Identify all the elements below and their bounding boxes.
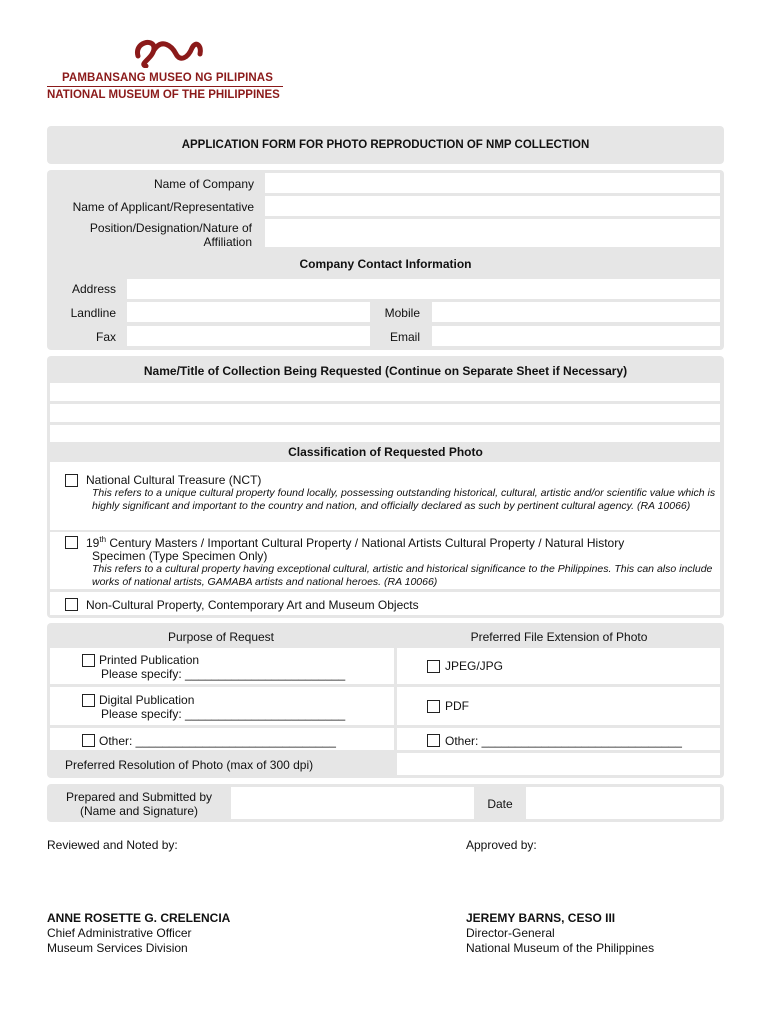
- nct-checkbox[interactable]: [65, 474, 78, 487]
- reviewed-label: Reviewed and Noted by:: [47, 838, 178, 852]
- jpeg-label: JPEG/JPG: [445, 659, 504, 673]
- digital-specify[interactable]: Please specify: ________________________: [101, 707, 346, 721]
- icp-title-text: Century Masters / Important Cultural Property / National Artists Cultural Property / Natural History: [106, 536, 625, 550]
- mobile-label: Mobile: [384, 306, 420, 320]
- purpose-other-checkbox[interactable]: [82, 734, 95, 747]
- contact-heading: Company Contact Information: [299, 257, 472, 271]
- right-signatory-title: Director-General: [466, 926, 555, 940]
- collection-line-2[interactable]: [50, 404, 720, 422]
- collection-heading: Name/Title of Collection Being Requested (Continue on Separate Sheet if Necessary): [143, 364, 628, 378]
- address-label: Address: [71, 282, 116, 296]
- landline-field[interactable]: [127, 302, 370, 322]
- icp-description: This refers to a cultural property having exceptional cultural, artistic and historical significance to the Philippines. This can also include works of national artists, GAMABA artists and national heroes. (RA 10066): [92, 563, 713, 588]
- prepared-label-line2: (Name and Signature): [79, 804, 199, 818]
- purpose-heading: Purpose of Request: [167, 630, 275, 644]
- left-signatory-office: Museum Services Division: [47, 941, 188, 955]
- digital-checkbox[interactable]: [82, 694, 95, 707]
- fax-label: Fax: [95, 330, 116, 344]
- date-label: Date: [487, 797, 513, 811]
- collection-line-1[interactable]: [50, 383, 720, 401]
- printed-checkbox[interactable]: [82, 654, 95, 667]
- noncultural-label: Non-Cultural Property, Contemporary Art and Museum Objects: [86, 598, 419, 612]
- pdf-label: PDF: [445, 699, 469, 713]
- extension-heading: Preferred File Extension of Photo: [470, 630, 648, 644]
- resolution-label: Preferred Resolution of Photo (max of 300 dpi): [65, 758, 314, 772]
- fax-field[interactable]: [127, 326, 370, 346]
- icp-checkbox[interactable]: [65, 536, 78, 549]
- mobile-field[interactable]: [432, 302, 720, 322]
- jpeg-checkbox[interactable]: [427, 660, 440, 673]
- right-signatory-name: JEREMY BARNS, CESO III: [466, 911, 616, 925]
- icp-title-line1: [86, 535, 624, 550]
- extension-other-checkbox[interactable]: [427, 734, 440, 747]
- nct-description: This refers to a unique cultural property found locally, possessing outstanding historical, cultural, artistic and/or scientific value which is highly significant and important to the country and nation, and officially declared as such by pertinent cultural agency. (RA 10066): [92, 487, 716, 512]
- icp-number: 19: [86, 536, 100, 550]
- prepared-signature-field[interactable]: [231, 787, 474, 819]
- prepared-label-line1: Prepared and Submitted by: [65, 790, 213, 804]
- left-signatory-title: Chief Administrative Officer: [47, 926, 192, 940]
- collection-line-3[interactable]: [50, 425, 720, 442]
- approved-label: Approved by:: [466, 838, 537, 852]
- resolution-field[interactable]: [397, 753, 720, 775]
- museum-name-filipino: PAMBANSANG MUSEO NG PILIPINAS: [62, 72, 273, 84]
- pdf-checkbox[interactable]: [427, 700, 440, 713]
- museum-name-english: NATIONAL MUSEUM OF THE PHILIPPINES: [47, 89, 280, 101]
- position-label-line1: Position/Designation/Nature of: [89, 221, 252, 235]
- extension-other-label[interactable]: Other: ______________________________: [445, 734, 682, 748]
- classification-heading: Classification of Requested Photo: [288, 445, 483, 459]
- position-field[interactable]: [265, 219, 720, 247]
- noncultural-checkbox[interactable]: [65, 598, 78, 611]
- header-divider: [47, 86, 283, 87]
- company-name-label: Name of Company: [153, 177, 254, 191]
- purpose-other-label[interactable]: Other: ______________________________: [99, 734, 336, 748]
- right-signatory-office: National Museum of the Philippines: [466, 941, 655, 955]
- company-name-field[interactable]: [265, 173, 720, 193]
- date-field[interactable]: [526, 787, 720, 819]
- email-field[interactable]: [432, 326, 720, 346]
- printed-specify[interactable]: Please specify: ________________________: [101, 667, 346, 681]
- address-field[interactable]: [127, 279, 720, 299]
- applicant-field[interactable]: [265, 196, 720, 216]
- left-signatory-name: ANNE ROSETTE G. CRELENCIA: [47, 911, 231, 925]
- form-title: APPLICATION FORM FOR PHOTO REPRODUCTION OF NMP COLLECTION: [181, 139, 590, 151]
- applicant-label: Name of Applicant/Representative: [72, 200, 254, 214]
- email-label: Email: [389, 330, 420, 344]
- position-label-line2: Affiliation: [203, 235, 252, 249]
- icp-superscript: th: [99, 535, 107, 544]
- digital-label: Digital Publication: [99, 693, 195, 707]
- icp-title-line2: Specimen (Type Specimen Only): [92, 549, 268, 563]
- printed-label: Printed Publication: [99, 653, 200, 667]
- museum-logo: [132, 36, 204, 68]
- nct-title: National Cultural Treasure (NCT): [86, 473, 262, 487]
- landline-label: Landline: [70, 306, 116, 320]
